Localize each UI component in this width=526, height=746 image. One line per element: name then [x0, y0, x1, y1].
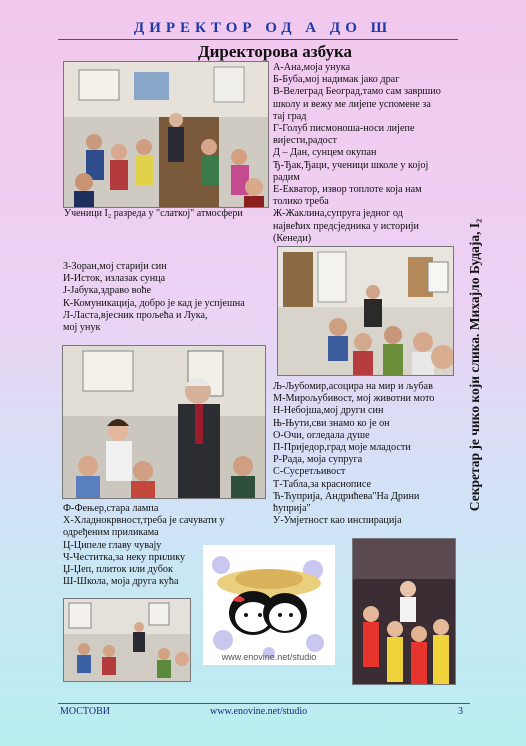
alphabet-line: М-Мирољубивост, мој животни мото [273, 393, 435, 405]
alphabet-line: Ж-Жаклина,супруга једног од [273, 208, 403, 220]
alphabet-line: К-Комуникација, добро је кад је успјешна [63, 297, 245, 309]
footer-website-link[interactable]: www.enovine.net/studio [210, 706, 308, 717]
alphabet-line: Ј-Јабука,здраво воће [63, 285, 152, 297]
photo-1-caption: Ученици I₂ разреда у "слаткој" атмосфери [64, 208, 243, 219]
page-number: 3 [458, 706, 463, 717]
footer-magazine-name: МОСТОВИ [60, 706, 110, 717]
alphabet-line: (Кенеди) [273, 232, 312, 244]
side-credit-label: Секретар је чико који слика. Михајло Будаја, I₂ [467, 218, 482, 512]
alphabet-line: мој унук [63, 322, 101, 334]
alphabet-line: У-Умјетност као инспирација [273, 515, 402, 527]
alphabet-line: највећих предсједника у историји [273, 220, 419, 232]
alphabet-block-1 [273, 62, 441, 245]
classroom-photo-3 [63, 598, 191, 682]
alphabet-line: Х-Хладнокрвност,треба је сачувати у [63, 515, 225, 527]
side-credit-text [455, 200, 495, 530]
alphabet-line: радим [273, 171, 300, 183]
alphabet-line: Н-Небојша,мој други син [273, 405, 384, 417]
footer-divider [58, 703, 470, 704]
performance-photo [352, 538, 456, 685]
alphabet-line: Ц-Ципеле главу чувају [63, 539, 162, 551]
alphabet-line: Ф-Фењер,стара лампа [63, 503, 159, 514]
cartoon-illustration [203, 545, 335, 665]
classroom-photo-2 [277, 246, 454, 376]
alphabet-line: ћуприја" [273, 503, 311, 515]
alphabet-line: Р-Рада, моја супруга [273, 454, 363, 466]
alphabet-block-2 [63, 261, 245, 334]
alphabet-line: О-Очи, огледала душе [273, 429, 370, 441]
alphabet-line: Џ-Џеп, плиток или дубок [63, 564, 173, 576]
alphabet-line: Ћ-Ћуприја, Андрићева"На Дрини [273, 490, 420, 502]
alphabet-line: Љ-Љубомир,асоцира на мир и љубав [273, 381, 433, 392]
alphabet-line: С-Сусретљивост [273, 466, 346, 478]
alphabet-line: З-Зоран,мој старији син [63, 261, 167, 272]
alphabet-line: вијести,радост [273, 135, 337, 147]
alphabet-line: А-Ана,моја унука [273, 62, 351, 73]
alphabet-line: Њ-Њути,сви знамо ко је он [273, 417, 390, 429]
alphabet-line: И-Исток, излазак сунца [63, 273, 166, 285]
alphabet-line: Т-Табла,за краснописе [273, 478, 371, 490]
page-header-title: ДИРЕКТОР ОД А ДО Ш [133, 20, 393, 36]
alphabet-line: Б-Буба,мој надимак јако драг [273, 74, 400, 86]
alphabet-line: школу и вежу ме лијепе успомене за [273, 98, 431, 110]
alphabet-line: Ч-Честитка,за неку прилику [63, 551, 186, 563]
alphabet-line: одређеним приликама [63, 527, 159, 539]
alphabet-line: Д – Дан, сунцем окупан [273, 147, 377, 159]
alphabet-line: Г-Голуб писмоноша-носи лијепе [273, 123, 415, 135]
alphabet-block-4 [63, 503, 225, 588]
alphabet-block-3 [273, 381, 434, 527]
alphabet-line: Е-Екватор, извор топлоте која нам [273, 184, 422, 196]
alphabet-line: П-Приједор,град моје младости [273, 442, 411, 454]
alphabet-line: тај град [273, 110, 307, 122]
alphabet-line: В-Велеград Београд,тамо сам завршио [273, 86, 441, 98]
alphabet-line: Ђ-Ђак,Ђаци, ученици школе у којој [273, 159, 429, 171]
page-subtitle: Директорова азбука [197, 42, 353, 61]
alphabet-line: Л-Ласта,вјесник прољећа и Лука, [63, 309, 208, 321]
illustration-url: www.enovine.net/studio [221, 652, 317, 662]
header-divider [58, 39, 458, 40]
alphabet-line: толико треба [273, 196, 329, 208]
classroom-photo-1 [63, 61, 269, 208]
director-photo [62, 345, 266, 499]
alphabet-line: Ш-Школа, моја друга кућа [63, 576, 179, 588]
